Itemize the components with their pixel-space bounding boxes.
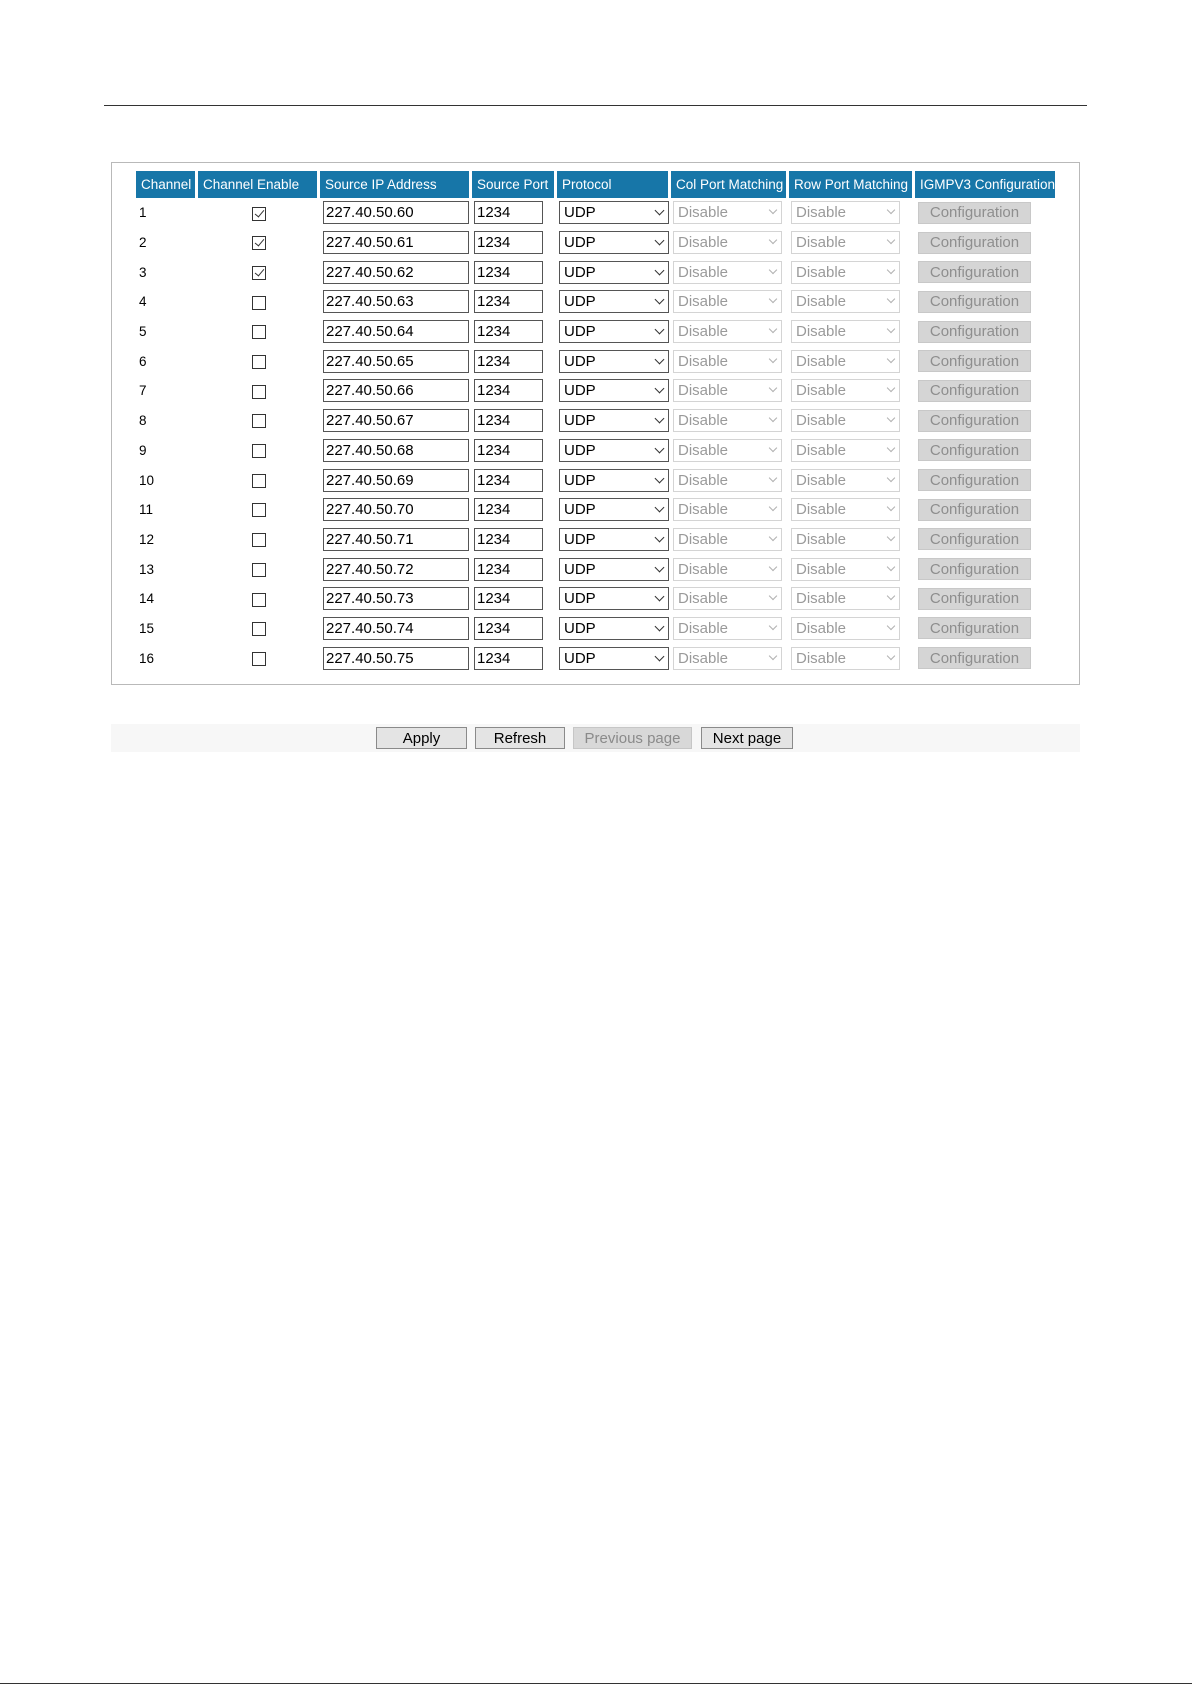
row-port-matching-select[interactable] [791, 320, 900, 343]
chevron-down-icon [655, 443, 665, 453]
table-row [136, 257, 1058, 287]
row-port-matching-select[interactable] [791, 587, 900, 610]
source-port-input[interactable] [474, 201, 543, 224]
source-port-input[interactable] [474, 528, 543, 551]
chevron-down-icon [769, 295, 777, 303]
row-port-matching-value: Disable [796, 441, 847, 459]
col-port-matching-select[interactable] [673, 409, 782, 432]
col-port-matching-value: Disable [678, 530, 729, 548]
source-port-input[interactable] [474, 409, 543, 432]
row-port-matching-select[interactable] [791, 439, 900, 462]
protocol-value: UDP [564, 649, 596, 667]
col-port-matching-select[interactable] [673, 528, 782, 551]
channel-enable-checkbox[interactable] [252, 563, 266, 577]
chevron-down-icon [887, 503, 895, 511]
bottom-divider [0, 1683, 1192, 1684]
protocol-select[interactable] [559, 201, 669, 224]
col-port-matching-value: Disable [678, 412, 729, 430]
source-port-input[interactable] [474, 290, 543, 313]
protocol-value: UDP [564, 560, 596, 578]
chevron-down-icon [655, 236, 665, 246]
chevron-down-icon [655, 265, 665, 275]
col-port-matching-value: Disable [678, 619, 729, 637]
source-ip-input[interactable] [323, 528, 469, 551]
chevron-down-icon [769, 414, 777, 422]
channel-enable-checkbox[interactable] [252, 355, 266, 369]
table-row [136, 614, 1058, 644]
row-port-matching-value: Disable [796, 412, 847, 430]
header-col-port-matching: Col Port Matching [671, 171, 789, 198]
channel-enable-checkbox[interactable] [252, 533, 266, 547]
chevron-down-icon [887, 325, 895, 333]
chevron-down-icon [655, 562, 665, 572]
chevron-down-icon [887, 236, 895, 244]
chevron-down-icon [887, 265, 895, 273]
chevron-down-icon [769, 384, 777, 392]
chevron-down-icon [655, 384, 665, 394]
table-row [136, 643, 1058, 673]
col-port-matching-select[interactable] [673, 290, 782, 313]
source-port-input[interactable] [474, 617, 543, 640]
channel-enable-checkbox[interactable] [252, 652, 266, 666]
row-port-matching-select[interactable] [791, 558, 900, 581]
igmpv3-configuration-button[interactable]: Configuration [918, 647, 1031, 669]
table-row [136, 554, 1058, 584]
col-port-matching-value: Disable [678, 352, 729, 370]
chevron-down-icon [769, 265, 777, 273]
source-ip-input[interactable] [323, 647, 469, 670]
channel-enable-checkbox[interactable] [252, 296, 266, 310]
protocol-select[interactable] [559, 261, 669, 284]
protocol-select[interactable] [559, 409, 669, 432]
igmpv3-configuration-button[interactable]: Configuration [918, 202, 1031, 224]
row-port-matching-value: Disable [796, 263, 847, 281]
col-port-matching-select[interactable] [673, 617, 782, 640]
source-ip-input[interactable] [323, 409, 469, 432]
igmpv3-configuration-button[interactable]: Configuration [918, 350, 1031, 372]
protocol-select[interactable] [559, 528, 669, 551]
protocol-value: UDP [564, 293, 596, 311]
chevron-down-icon [887, 562, 895, 570]
channel-number: 7 [139, 383, 147, 399]
protocol-select[interactable] [559, 617, 669, 640]
chevron-down-icon [769, 444, 777, 452]
col-port-matching-value: Disable [678, 323, 729, 341]
row-port-matching-value: Disable [796, 352, 847, 370]
channel-number: 6 [139, 353, 147, 369]
source-ip-input[interactable] [323, 320, 469, 343]
source-ip-input[interactable] [323, 231, 469, 254]
chevron-down-icon [887, 651, 895, 659]
header-source-ip: Source IP Address [320, 171, 472, 198]
chevron-down-icon [769, 325, 777, 333]
col-port-matching-select[interactable] [673, 231, 782, 254]
col-port-matching-value: Disable [678, 649, 729, 667]
channel-number: 10 [139, 472, 155, 488]
row-port-matching-value: Disable [796, 204, 847, 222]
table-header-row [136, 171, 1058, 198]
protocol-value: UDP [564, 501, 596, 519]
refresh-button[interactable]: Refresh [475, 727, 565, 749]
channel-number: 2 [139, 235, 147, 251]
row-port-matching-value: Disable [796, 293, 847, 311]
row-port-matching-value: Disable [796, 649, 847, 667]
channel-number: 5 [139, 324, 147, 340]
protocol-select[interactable] [559, 231, 669, 254]
chevron-down-icon [887, 384, 895, 392]
chevron-down-icon [769, 533, 777, 541]
channel-enable-checkbox[interactable] [252, 414, 266, 428]
protocol-value: UDP [564, 619, 596, 637]
col-port-matching-select[interactable] [673, 201, 782, 224]
col-port-matching-select[interactable] [673, 558, 782, 581]
channel-number: 11 [139, 502, 154, 518]
chevron-down-icon [655, 295, 665, 305]
protocol-value: UDP [564, 352, 596, 370]
chevron-down-icon [655, 532, 665, 542]
igmpv3-configuration-button[interactable]: Configuration [918, 380, 1031, 402]
chevron-down-icon [655, 592, 665, 602]
row-port-matching-select[interactable] [791, 617, 900, 640]
channel-number: 4 [139, 294, 147, 310]
protocol-value: UDP [564, 263, 596, 281]
source-port-input[interactable] [474, 439, 543, 462]
table-row [136, 525, 1058, 555]
chevron-down-icon [769, 503, 777, 511]
chevron-down-icon [769, 206, 777, 214]
row-port-matching-value: Disable [796, 323, 847, 341]
chevron-down-icon [769, 592, 777, 600]
row-port-matching-select[interactable] [791, 350, 900, 373]
channel-number: 15 [139, 620, 155, 636]
col-port-matching-select[interactable] [673, 350, 782, 373]
row-port-matching-value: Disable [796, 590, 847, 608]
source-ip-input[interactable] [323, 439, 469, 462]
chevron-down-icon [887, 473, 895, 481]
source-port-input[interactable] [474, 647, 543, 670]
table-row [136, 436, 1058, 466]
table-row [136, 406, 1058, 436]
col-port-matching-value: Disable [678, 204, 729, 222]
col-port-matching-value: Disable [678, 560, 729, 578]
protocol-value: UDP [564, 412, 596, 430]
source-port-input[interactable] [474, 469, 543, 492]
igmpv3-configuration-button[interactable]: Configuration [918, 499, 1031, 521]
header-source-port: Source Port [472, 171, 557, 198]
source-ip-input[interactable] [323, 201, 469, 224]
channel-number: 8 [139, 413, 147, 429]
igmpv3-configuration-button[interactable]: Configuration [918, 321, 1031, 343]
igmpv3-configuration-button[interactable]: Configuration [918, 528, 1031, 550]
col-port-matching-value: Disable [678, 293, 729, 311]
chevron-down-icon [655, 354, 665, 364]
protocol-value: UDP [564, 471, 596, 489]
header-igmpv3-configuration: IGMPV3 Configuration [915, 171, 1058, 198]
action-button-bar [111, 724, 1080, 752]
protocol-select[interactable] [559, 498, 669, 521]
protocol-value: UDP [564, 204, 596, 222]
channel-number: 14 [139, 591, 155, 607]
channel-number: 9 [139, 442, 147, 458]
protocol-select[interactable] [559, 587, 669, 610]
top-divider [104, 105, 1087, 106]
row-port-matching-select[interactable] [791, 469, 900, 492]
channel-enable-checkbox[interactable] [252, 207, 266, 221]
chevron-down-icon [769, 622, 777, 630]
igmpv3-configuration-button[interactable]: Configuration [918, 617, 1031, 639]
source-port-input[interactable] [474, 587, 543, 610]
channel-enable-checkbox[interactable] [252, 622, 266, 636]
col-port-matching-value: Disable [678, 441, 729, 459]
channel-number: 3 [139, 264, 147, 280]
igmpv3-configuration-button[interactable]: Configuration [918, 588, 1031, 610]
protocol-value: UDP [564, 441, 596, 459]
channel-enable-checkbox[interactable] [252, 444, 266, 458]
col-port-matching-select[interactable] [673, 320, 782, 343]
row-port-matching-select[interactable] [791, 379, 900, 402]
protocol-value: UDP [564, 323, 596, 341]
col-port-matching-select[interactable] [673, 647, 782, 670]
table-row [136, 287, 1058, 317]
table-row [136, 198, 1058, 228]
row-port-matching-select[interactable] [791, 528, 900, 551]
chevron-down-icon [769, 473, 777, 481]
igmpv3-configuration-button[interactable]: Configuration [918, 232, 1031, 254]
col-port-matching-value: Disable [678, 263, 729, 281]
igmpv3-configuration-button[interactable]: Configuration [918, 558, 1031, 580]
chevron-down-icon [655, 325, 665, 335]
table-row [136, 465, 1058, 495]
protocol-select[interactable] [559, 320, 669, 343]
apply-button[interactable]: Apply [376, 727, 467, 749]
table-row [136, 228, 1058, 258]
col-port-matching-select[interactable] [673, 469, 782, 492]
channel-enable-checkbox[interactable] [252, 593, 266, 607]
source-port-input[interactable] [474, 558, 543, 581]
igmpv3-configuration-button[interactable]: Configuration [918, 291, 1031, 313]
row-port-matching-select[interactable] [791, 261, 900, 284]
source-port-input[interactable] [474, 231, 543, 254]
row-port-matching-value: Disable [796, 471, 847, 489]
source-port-input[interactable] [474, 261, 543, 284]
protocol-select[interactable] [559, 439, 669, 462]
next-page-button[interactable]: Next page [701, 727, 793, 749]
igmpv3-configuration-button[interactable]: Configuration [918, 410, 1031, 432]
channel-enable-checkbox[interactable] [252, 325, 266, 339]
col-port-matching-select[interactable] [673, 498, 782, 521]
source-ip-input[interactable] [323, 350, 469, 373]
protocol-value: UDP [564, 382, 596, 400]
chevron-down-icon [655, 473, 665, 483]
header-row-port-matching: Row Port Matching [789, 171, 915, 198]
col-port-matching-value: Disable [678, 501, 729, 519]
row-port-matching-select[interactable] [791, 409, 900, 432]
channel-number: 12 [139, 531, 155, 547]
source-ip-input[interactable] [323, 379, 469, 402]
channel-enable-checkbox[interactable] [252, 474, 266, 488]
table-row [136, 584, 1058, 614]
row-port-matching-select[interactable] [791, 647, 900, 670]
protocol-value: UDP [564, 530, 596, 548]
chevron-down-icon [887, 444, 895, 452]
chevron-down-icon [655, 622, 665, 632]
source-ip-input[interactable] [323, 587, 469, 610]
header-channel: Channel [136, 171, 198, 198]
chevron-down-icon [887, 206, 895, 214]
previous-page-button[interactable]: Previous page [573, 727, 692, 749]
channel-enable-checkbox[interactable] [252, 385, 266, 399]
col-port-matching-value: Disable [678, 471, 729, 489]
col-port-matching-value: Disable [678, 234, 729, 252]
protocol-select[interactable] [559, 469, 669, 492]
chevron-down-icon [655, 503, 665, 513]
row-port-matching-value: Disable [796, 234, 847, 252]
protocol-select[interactable] [559, 647, 669, 670]
protocol-value: UDP [564, 234, 596, 252]
source-port-input[interactable] [474, 350, 543, 373]
chevron-down-icon [769, 355, 777, 363]
chevron-down-icon [887, 533, 895, 541]
channel-number: 1 [139, 205, 147, 221]
chevron-down-icon [887, 295, 895, 303]
chevron-down-icon [887, 622, 895, 630]
chevron-down-icon [655, 206, 665, 216]
protocol-select[interactable] [559, 379, 669, 402]
chevron-down-icon [887, 592, 895, 600]
header-channel-enable: Channel Enable [198, 171, 320, 198]
protocol-select[interactable] [559, 350, 669, 373]
col-port-matching-select[interactable] [673, 587, 782, 610]
col-port-matching-select[interactable] [673, 261, 782, 284]
row-port-matching-value: Disable [796, 560, 847, 578]
header-protocol: Protocol [557, 171, 671, 198]
source-ip-input[interactable] [323, 261, 469, 284]
row-port-matching-value: Disable [796, 619, 847, 637]
col-port-matching-value: Disable [678, 382, 729, 400]
source-ip-input[interactable] [323, 290, 469, 313]
chevron-down-icon [769, 651, 777, 659]
channel-enable-checkbox[interactable] [252, 503, 266, 517]
chevron-down-icon [769, 236, 777, 244]
col-port-matching-select[interactable] [673, 379, 782, 402]
table-row [136, 376, 1058, 406]
chevron-down-icon [887, 414, 895, 422]
channel-settings-panel [111, 162, 1080, 685]
protocol-select[interactable] [559, 558, 669, 581]
table-row [136, 317, 1058, 347]
channel-enable-checkbox[interactable] [252, 266, 266, 280]
row-port-matching-value: Disable [796, 530, 847, 548]
col-port-matching-select[interactable] [673, 439, 782, 462]
col-port-matching-value: Disable [678, 590, 729, 608]
row-port-matching-select[interactable] [791, 201, 900, 224]
channel-number: 16 [139, 650, 155, 666]
chevron-down-icon [887, 355, 895, 363]
igmpv3-configuration-button[interactable]: Configuration [918, 439, 1031, 461]
row-port-matching-value: Disable [796, 382, 847, 400]
row-port-matching-value: Disable [796, 501, 847, 519]
table-row [136, 495, 1058, 525]
protocol-value: UDP [564, 590, 596, 608]
row-port-matching-select[interactable] [791, 231, 900, 254]
chevron-down-icon [655, 414, 665, 424]
source-ip-input[interactable] [323, 469, 469, 492]
igmpv3-configuration-button[interactable]: Configuration [918, 261, 1031, 283]
chevron-down-icon [769, 562, 777, 570]
protocol-select[interactable] [559, 290, 669, 313]
table-row [136, 346, 1058, 376]
row-port-matching-select[interactable] [791, 498, 900, 521]
igmpv3-configuration-button[interactable]: Configuration [918, 469, 1031, 491]
source-port-input[interactable] [474, 379, 543, 402]
channel-table [136, 171, 1058, 673]
source-ip-input[interactable] [323, 498, 469, 521]
source-port-input[interactable] [474, 320, 543, 343]
chevron-down-icon [655, 651, 665, 661]
channel-enable-checkbox[interactable] [252, 236, 266, 250]
source-port-input[interactable] [474, 498, 543, 521]
row-port-matching-select[interactable] [791, 290, 900, 313]
source-ip-input[interactable] [323, 617, 469, 640]
channel-number: 13 [139, 561, 155, 577]
source-ip-input[interactable] [323, 558, 469, 581]
